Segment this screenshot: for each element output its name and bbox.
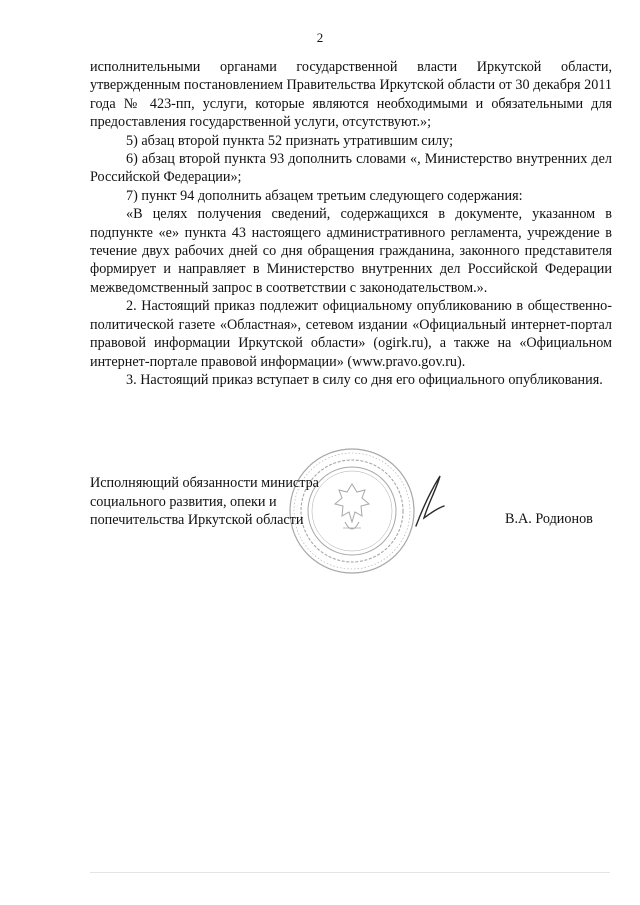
paragraph-continuation: исполнительными органами государственной власти Иркутской области, утвержденным постановлением Правительства Иркутской области от 30 декабря 2011 года № 423-пп, услуги, которые являются необходимыми и обязательными для предоставления государственной услуги, отсутствуют.»;: [90, 59, 612, 131]
paragraph-item-5: 5) абзац второй пункта 52 признать утратившим силу;: [126, 132, 454, 149]
signer-title-line-3: попечительства Иркутской области: [90, 512, 304, 529]
paragraph-item-6: 6) абзац второй пункта 93 дополнить словами «, Министерство внутренних дел Российской Федерации»;: [90, 151, 612, 186]
signer-name: В.А. Родионов: [505, 511, 593, 527]
footer-divider: [90, 872, 610, 873]
document-body: [90, 58, 612, 389]
paragraph-item-7: 7) пункт 94 дополнить абзацем третьим следующего содержания:: [126, 187, 523, 204]
signer-title-line-2: социального развития, опеки и: [90, 493, 277, 510]
paragraph-effective-date: 3. Настоящий приказ вступает в силу со дня его официального опубликования.: [126, 371, 603, 388]
signer-title-line-1: Исполняющий обязанности министра: [90, 475, 319, 491]
page-number: 2: [316, 30, 324, 45]
paragraph-quoted-addition: «В целях получения сведений, содержащихся в документе, указанном в подпункте «е» пункта 43 настоящего административного регламента, учреждение в течение двух рабочих дней со дня обращения гражданина, законного представителя формирует и направляет в Министерство внутренних дел Российской Федерации межведомственный запрос в соответствии с законодательством.».: [90, 206, 612, 296]
paragraph-publication: 2. Настоящий приказ подлежит официальному опубликованию в общественно-политической газете «Областная», сетевом издании «Официальный интернет-портал правовой информации Иркутской области» (ogirk.ru), а также на «Официальном интернет-портале правовой информации» (www.pravo.gov.ru).: [90, 298, 612, 370]
